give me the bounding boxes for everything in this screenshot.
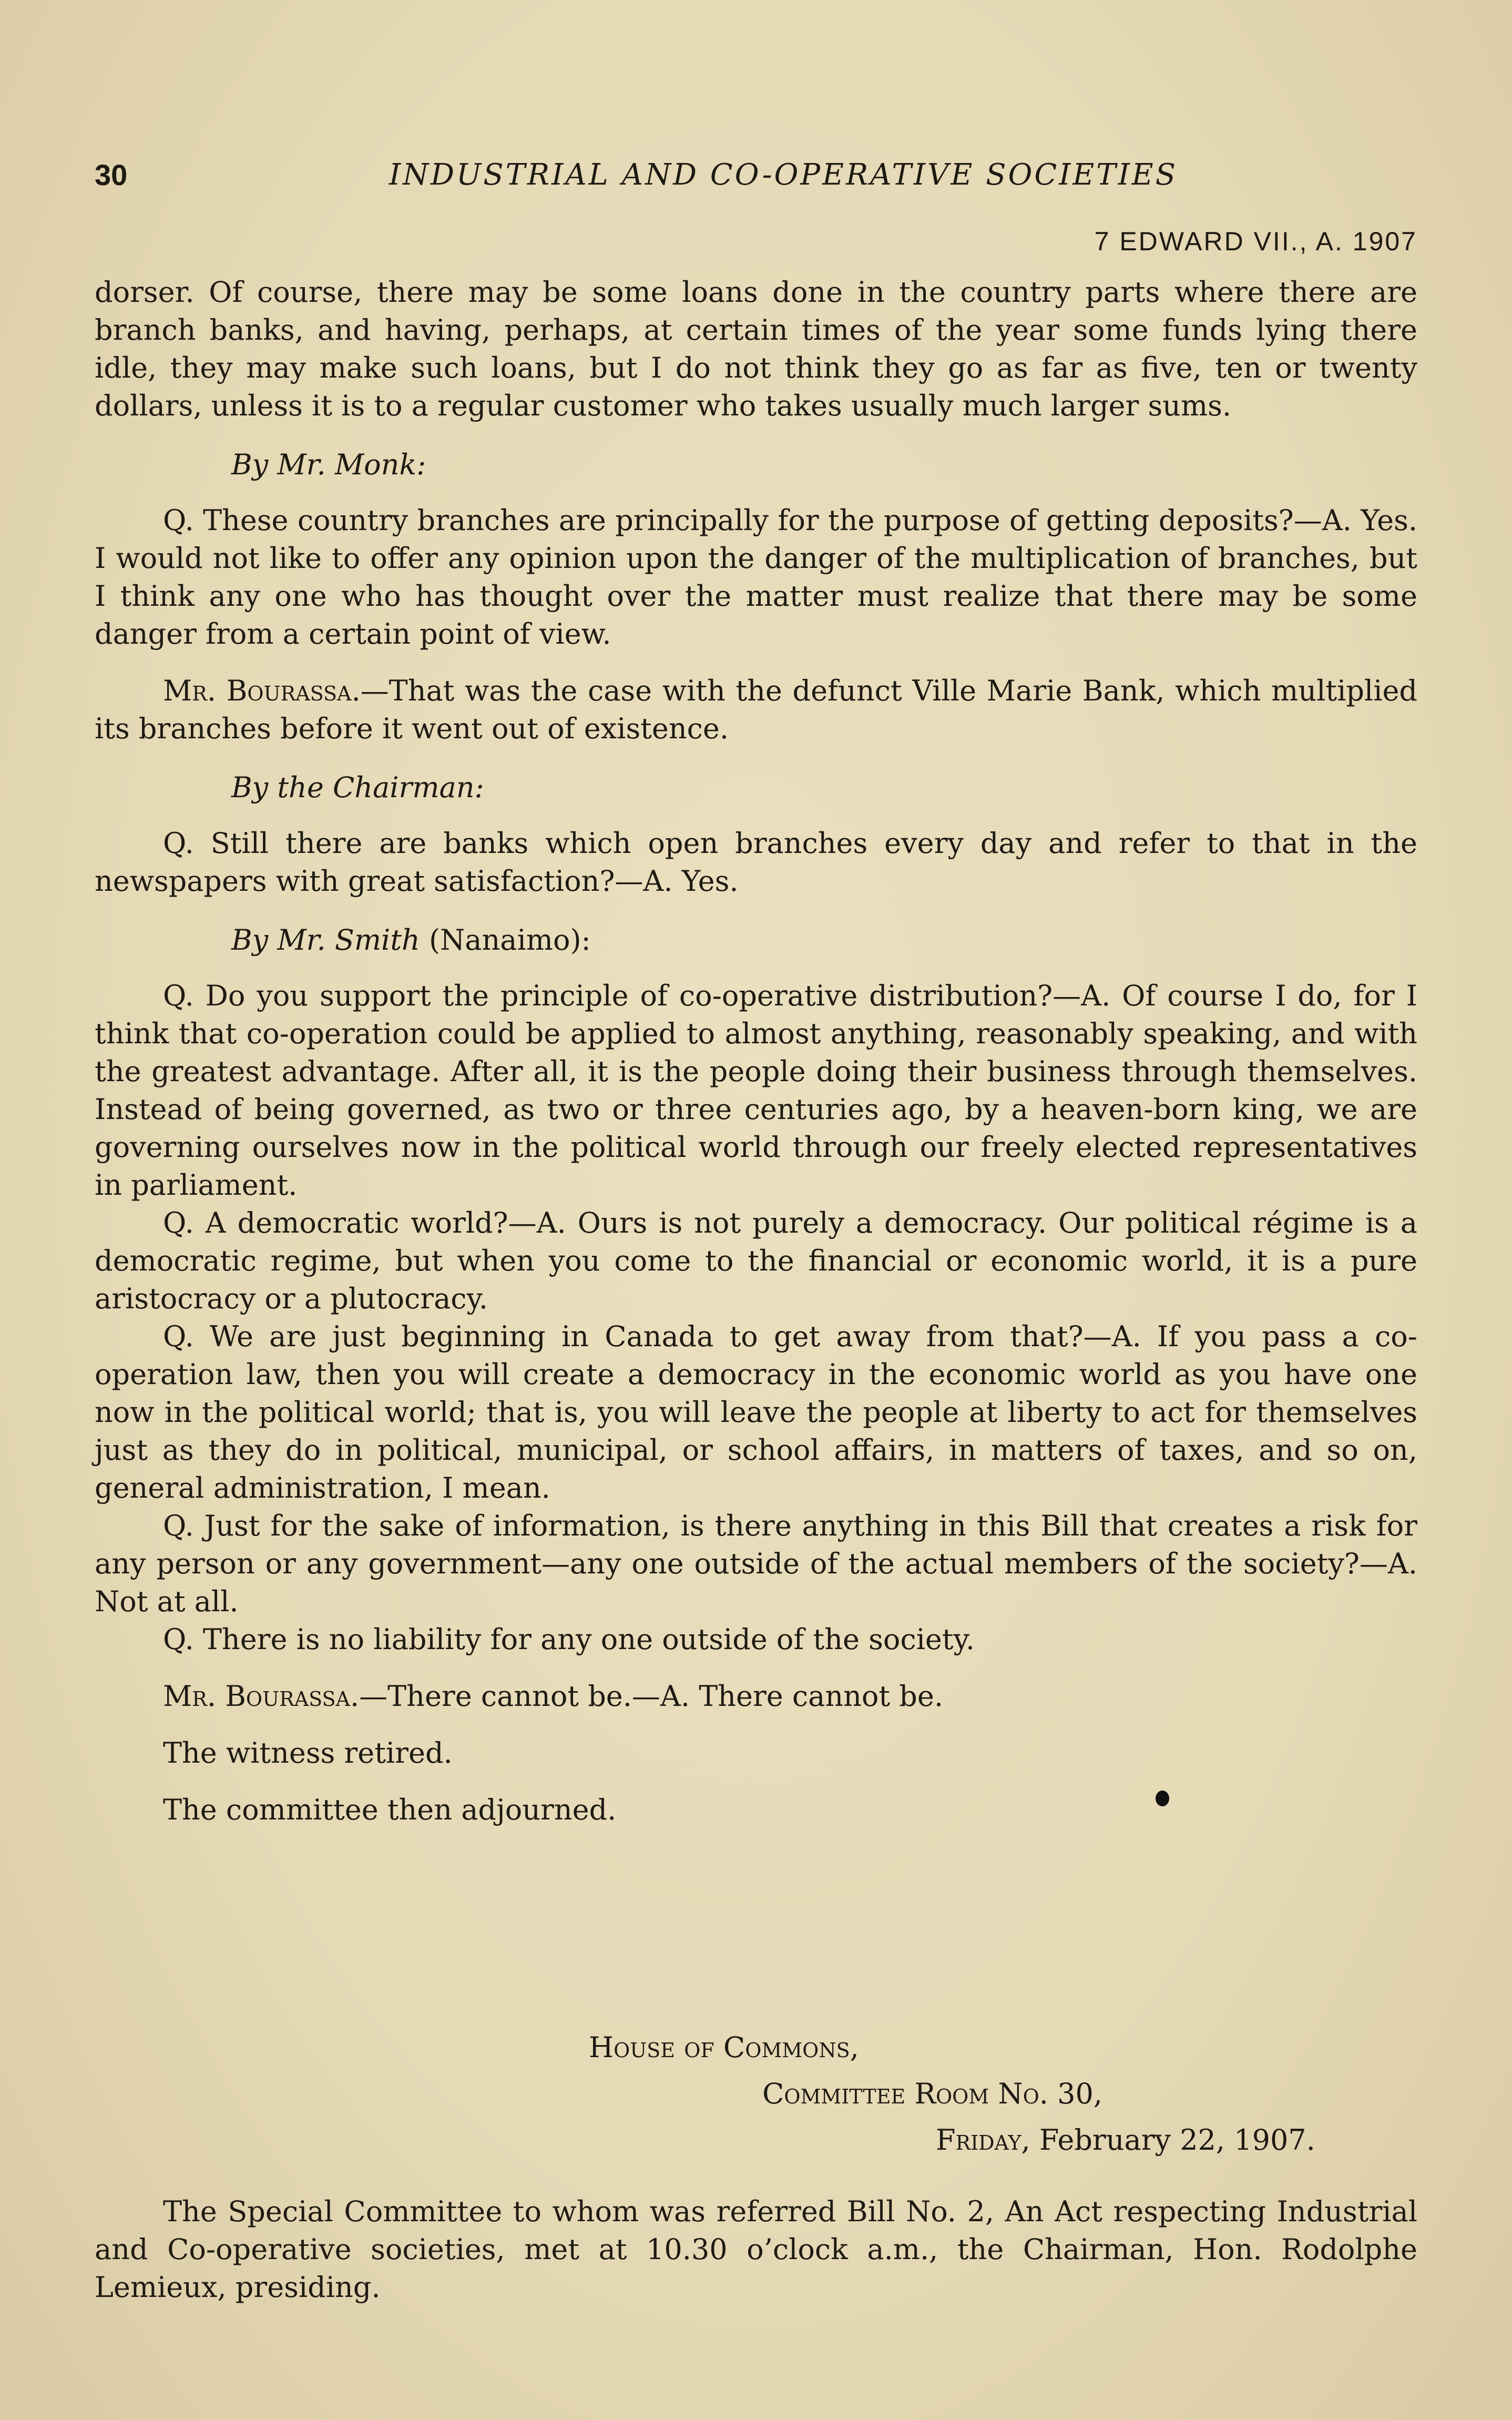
- date-line: [95, 2117, 1417, 2163]
- speaker-heading: By Mr. Monk:: [231, 448, 426, 481]
- speaker-riding: (Nanaimo):: [420, 923, 591, 957]
- question-paragraph: Q. Just for the sake of information, is there anything in this Bill that creates a risk for any person or any government—any one outside of the actual members of the society?—A. Not at all.: [95, 1509, 1417, 1618]
- speaker-name: By Mr. Smith: [231, 923, 420, 957]
- question-paragraph: Q. We are just beginning in Canada to get away from that?—A. If you pass a co-operation law, then you will create a democracy in the economic world as you have one now in the political world; that is, you will leave the people at liberty to act for themselves just as they do in political, municipal, or school affairs, in matters of taxes, and so on, general administration, I mean.: [95, 1320, 1417, 1504]
- closing-paragraph: [95, 2193, 1417, 2306]
- question-paragraph: Q. These country branches are principally for the purpose of getting deposits?—A. Yes. I would not like to offer any opinion upon the danger of the multiplication of branches, but I think any one who has thought over the matter must realize that there may be some danger from a certain point of view.: [95, 504, 1417, 650]
- page-number: 30: [95, 158, 128, 191]
- statement-paragraph: [95, 672, 1417, 748]
- question-paragraph: Q. Do you support the principle of co-operative distribution?—A. Of course I do, for I think that co-operation could be applied to almost anything, reasonably speaking, and with the greatest advantage. After all, it is the people doing their business through themselves. Instead of being governed, as two or three centuries ago, by a heaven-born king, we are governing ourselves now in the political world through our freely elected representatives in parliament.: [95, 979, 1417, 1202]
- statement-text: —There cannot be.—A. There cannot be.: [359, 1680, 943, 1713]
- session-heading: [95, 2025, 1417, 2163]
- speaker-heading: [95, 921, 1417, 959]
- speaker-name: Mr. Bourassa.: [163, 674, 361, 707]
- question-paragraph: Q. There is no liability for any one outside of the society.: [163, 1623, 975, 1656]
- room-line: Committee Room No. 30,: [762, 2077, 1102, 2110]
- session-line: 7 EDWARD VII., A. 1907: [1094, 227, 1417, 256]
- question-paragraph: Q. Still there are banks which open branches every day and refer to that in the newspapers with great satisfaction?—A. Yes.: [95, 827, 1417, 898]
- committee-adjourned: The committee then adjourned.: [163, 1793, 617, 1826]
- date-text: , February 22, 1907.: [1021, 2123, 1315, 2157]
- statement-text: —That was the case with the defunct Ville Marie Bank, which multiplied its branches before it went out of existence.: [95, 674, 1417, 745]
- question-paragraph: Q. A democratic world?—A. Ours is not purely a democracy. Our political régime is a democratic regime, but when you come to the financial or economic world, it is a pure aristocracy or a plutocracy.: [95, 1206, 1417, 1315]
- ink-dot-mark: [1156, 1791, 1169, 1806]
- paragraph-continuation: dorser. Of course, there may be some loans done in the country parts where there are branch banks, and having, perhaps, at certain times of the year some funds lying there idle, they may make such loans, but I do not think they go as far as five, ten or twenty dollars, unless it is to a regular customer who takes usually much larger sums.: [95, 276, 1417, 422]
- running-title: INDUSTRIAL AND CO-OPERATIVE SOCIETIES: [389, 158, 1178, 192]
- witness-retired: The witness retired.: [163, 1736, 453, 1770]
- speaker-name: Mr. Bourassa.: [163, 1680, 360, 1713]
- statement-paragraph: [95, 1677, 1417, 1715]
- house-line: House of Commons,: [589, 2031, 859, 2064]
- speaker-heading: By the Chairman:: [231, 771, 484, 804]
- page-header: [0, 158, 1512, 205]
- closing-text: The Special Committee to whom was referred Bill No. 2, An Act respecting Industrial and Co-operative societies, met at 10.30 o’clock a.m., the Chairman, Hon. Rodolphe Lemieux, presiding.: [95, 2195, 1417, 2304]
- body-text: [95, 273, 1417, 1829]
- day-name: Friday: [936, 2123, 1021, 2157]
